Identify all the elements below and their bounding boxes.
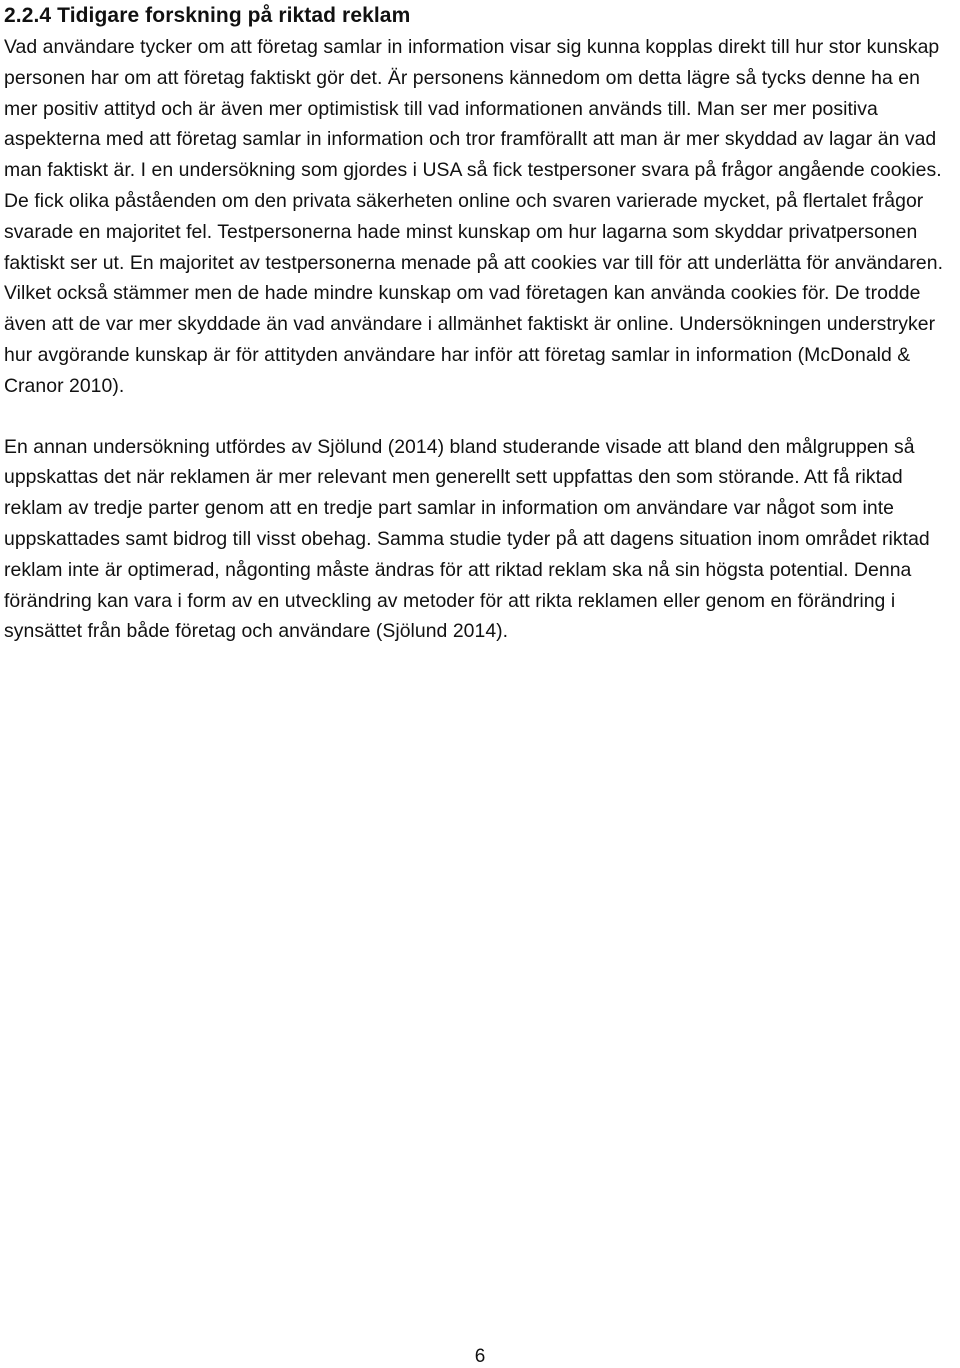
document-page (4, 0, 954, 647)
page-number: 6 (474, 1346, 486, 1367)
paragraph-research-attitudes: Vad användare tycker om att företag samlar in information visar sig kunna kopplas direkt till hur stor kunskap personen har om att företag faktiskt gör det. Är personens kännedom om detta lägre så tycks denne ha en mer positiv attityd och är även mer optimistisk till vad informationen används till. Man ser mer positiva aspekterna med att företag samlar in information och tror framförallt att man är mer skyddad av lagar än vad man faktiskt är. I en undersökning som gjordes i USA så fick testpersoner svara på frågor angående cookies. De fick olika påståenden om den privata säkerheten online och svaren varierade mycket, på flertalet frågor svarade en majoritet fel. Testpersonerna hade minst kunskap om hur lagarna som skyddar privatpersonen faktiskt ser ut. En majoritet av testpersonerna menade på att cookies var till för att underlätta för användaren. Vilket också stämmer men de hade mindre kunskap om vad företagen kan använda cookies för. De trodde även att de var mer skyddade än vad användare i allmänhet faktiskt är online. Undersökningen understryker hur avgörande kunskap är för attityden användare har inför att företag samlar in information (McDonald & Cranor 2010). (4, 36, 944, 397)
paragraph-sjolund-study: En annan undersökning utfördes av Sjölund (2014) bland studerande visade att bland den målgruppen så uppskattas det när reklamen är mer relevant men generellt sett uppfattas den som störande. Att få riktad reklam av tredje parter genom att en tredje part samlar in information om användare var något som inte uppskattades samt bidrog till visst obehag. Samma studie tyder på att dagens situation inom området riktad reklam inte är optimerad, någonting måste ändras för att riktad reklam ska nå sin högsta potential. Denna förändring kan vara i form av en utveckling av metoder för att rikta reklamen eller genom en förändring i synsättet från både företag och användare (Sjölund 2014). (4, 435, 930, 643)
section-heading: 2.2.4 Tidigare forskning på riktad reklam (4, 4, 411, 27)
